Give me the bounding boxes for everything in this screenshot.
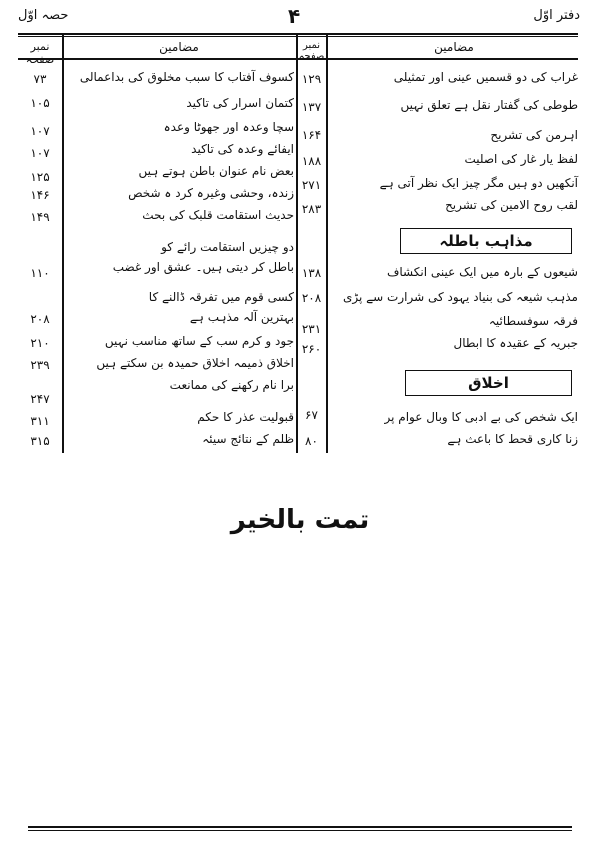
toc-entry: کتمان اسرار کی تاکید: [186, 96, 294, 110]
header-book-label: دفتر اوّل: [533, 8, 580, 23]
page-ref: ۲۷۱: [301, 178, 322, 192]
toc-entry: کسوف آفتاب کا سبب مخلوق کی بداعمالی: [79, 70, 294, 84]
toc-entry: زنا کاری قحط کا باعث ہے: [447, 432, 578, 446]
page-ref: ۲۱۰: [30, 336, 50, 350]
toc-entry: فرقہ سوفسطائیہ: [488, 314, 578, 328]
toc-entry: باطل کر دیتی ہیں۔ عشق اور غضب: [112, 260, 294, 274]
page-ref: ۱۲۵: [30, 170, 50, 184]
page-number: ۴: [288, 4, 301, 28]
toc-entry: حدیث استقامت قلبک کی بحث: [142, 208, 294, 222]
toc-entry: زندہ، وحشی وغیرہ کرد ہ شخص: [128, 186, 294, 200]
page-ref: ۲۸۳: [301, 202, 322, 216]
page-ref: ۲۰۸: [301, 291, 322, 305]
toc-entry: دو چیزیں استقامت رائے کو: [161, 240, 294, 254]
toc-entry: اہرمن کی تشریح: [490, 128, 578, 142]
toc-entry: غراب کی دو قسمیں عینی اور تمثیلی: [393, 70, 578, 84]
toc-entry: مذہب شیعہ کی بنیاد یہود کی شرارت سے پڑی: [342, 290, 578, 304]
toc-entry: بہترین آلہ مذہب ہے: [189, 310, 294, 324]
page-ref: ۲۳۱: [301, 322, 322, 336]
page-ref: ۲۶۰: [301, 342, 322, 356]
page-ref: ۳۱۵: [30, 434, 50, 448]
column-divider-mid: [296, 33, 298, 453]
mid-page-heading: نمبر صفحہ: [298, 40, 325, 62]
page-ref: ۱۸۸: [301, 154, 322, 168]
page-ref: ۳۱۱: [30, 414, 50, 428]
left-subjects-heading: مضامین: [159, 40, 199, 54]
toc-entry: جود و کرم سب کے ساتھ مناسب نہیں: [104, 334, 294, 348]
toc-entry: لفظ یار غار کی اصلیت: [464, 152, 578, 166]
header-part-label: حصہ اوّل: [18, 8, 69, 23]
page-ref: ۶۷: [305, 408, 318, 422]
toc-entry: جبریہ کے عقیدہ کا ابطال: [453, 336, 578, 350]
page-ref: ۸۰: [305, 434, 318, 448]
toc-entry: کسی قوم میں تفرقہ ڈالنے کا: [148, 290, 294, 304]
page-ref: ۲۰۸: [30, 312, 50, 326]
page-ref: ۱۶۴: [301, 128, 322, 142]
toc-entry: بعض نام عنوان باطن ہوتے ہیں: [138, 164, 294, 178]
toc-entry: طوطی کی گفتار نقل ہے تعلق نہیں: [400, 98, 578, 112]
page-ref: ۱۳۸: [301, 266, 322, 280]
toc-entry: برا نام رکھنے کی ممانعت: [169, 378, 294, 392]
bottom-rule-1: [28, 826, 572, 828]
page-ref: ۱۴۹: [30, 210, 50, 224]
toc-entry: ظلم کے نتائج سیئہ: [202, 432, 294, 446]
page-ref: ۱۰۵: [30, 96, 50, 110]
page-ref: ۱۲۹: [301, 72, 322, 86]
section-heading-akhlaq: اخلاق: [405, 370, 572, 396]
top-rule-1: [18, 33, 578, 35]
toc-entry: لقب روح الامین کی تشریح: [445, 198, 578, 212]
closing-phrase: تمت بالخیر: [230, 505, 370, 535]
page-ref: ۱۰۷: [30, 124, 50, 138]
bottom-rule-2: [28, 830, 572, 831]
page-ref: ۱۳۷: [301, 100, 322, 114]
top-rule-2: [18, 36, 578, 37]
toc-entry: شیعوں کے بارہ میں ایک عینی انکشاف: [386, 265, 578, 279]
toc-entry: آنکھیں دو ہیں مگر چیز ایک نظر آتی ہے: [379, 176, 578, 190]
page-ref: ۱۱۰: [30, 266, 50, 280]
page-ref: ۷۳: [33, 72, 47, 86]
left-page-heading: نمبر صفحہ: [25, 40, 55, 66]
page-ref: ۲۴۷: [30, 392, 50, 406]
page-ref: ۲۳۹: [30, 358, 50, 372]
toc-entry: سچا وعدہ اور جھوٹا وعدہ: [163, 120, 294, 134]
page-ref: ۱۴۶: [30, 188, 50, 202]
toc-entry: ایک شخص کی بے ادبی کا وبال عوام پر: [384, 410, 578, 424]
column-divider-mid2: [326, 33, 328, 453]
section-heading-batila: مذاہب باطلہ: [400, 228, 572, 254]
toc-entry: ایفائے وعدہ کی تاکید: [191, 142, 294, 156]
toc-entry: قبولیت عذر کا حکم: [197, 410, 294, 424]
right-subjects-heading: مضامین: [434, 40, 474, 54]
column-divider-left: [62, 33, 64, 453]
toc-entry: اخلاق ذمیمہ اخلاق حمیدہ بن سکتے ہیں: [96, 356, 294, 370]
page-ref: ۱۰۷: [30, 146, 50, 160]
